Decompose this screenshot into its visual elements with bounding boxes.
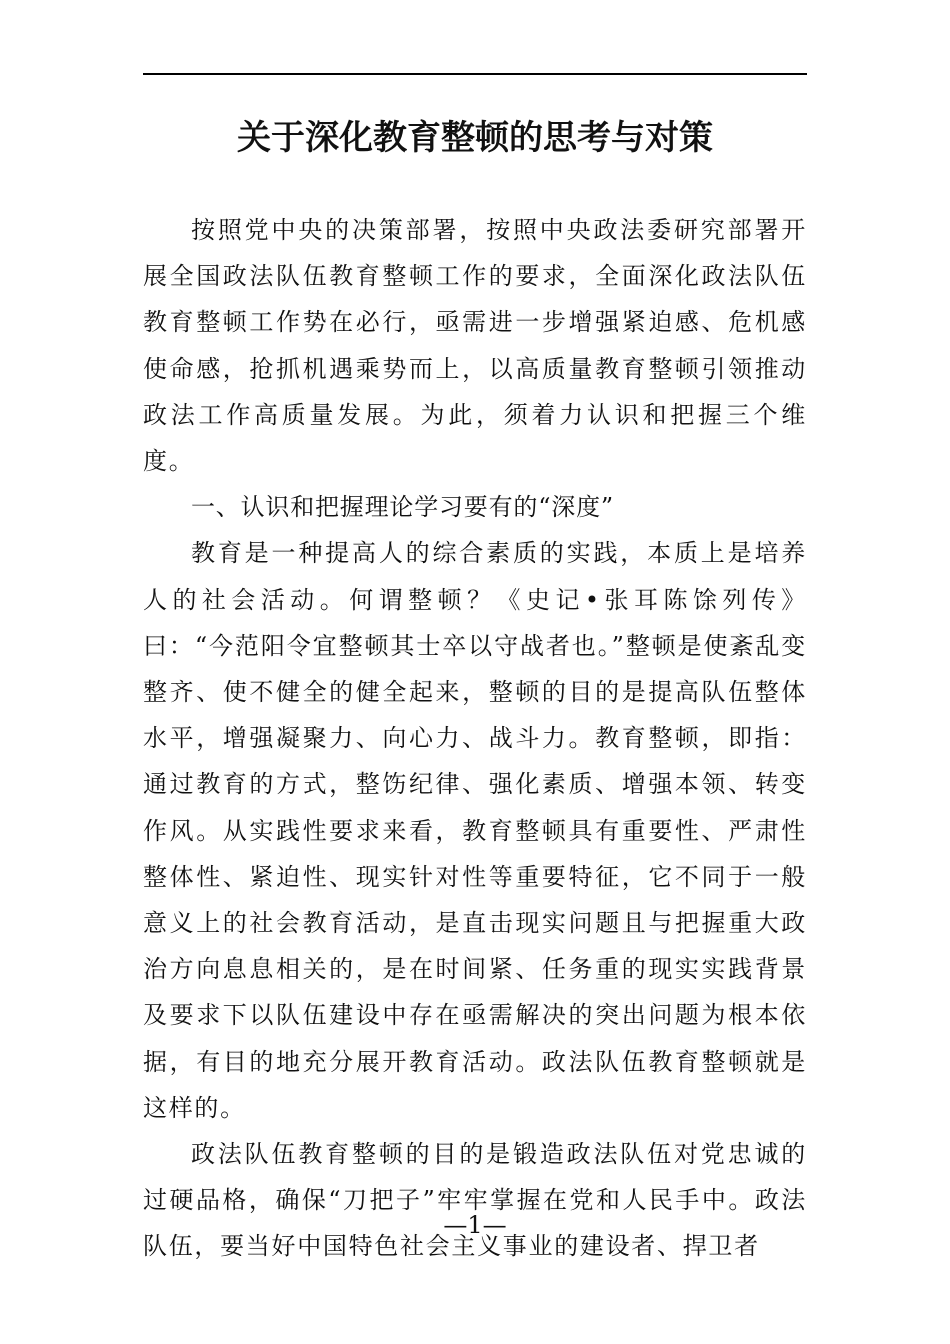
document-body [143, 207, 807, 1270]
section-heading-1: 一、认识和把握理论学习要有的“深度” [191, 493, 614, 522]
body-paragraph-education: 教育是一种提高人的综合素质的实践，本质上是培养人的社会活动。何谓整顿？《史记•张耳陈馀列传》曰：“今范阳令宜整顿其士卒以守战者也。”整顿是使紊乱变整齐、使不健全的健全起来，整顿的目的是提高队伍整体水平，增强凝聚力、向心力、战斗力。教育整顿，即指：通过教育的方式，整饬纪律、强化素质、增强本领、转变作风。从实践性要求来看，教育整顿具有重要性、严肃性整体性、紧迫性、现实针对性等重要特征，它不同于一般意义上的社会教育活动，是直击现实问题且与把握重大政治方向息息相关的，是在时间紧、任务重的现实实践背景及要求下以队伍建设中存在亟需解决的突出问题为根本依据，有目的地充分展开教育活动。政法队伍教育整顿就是这样的。 [143, 539, 807, 1122]
header-rule [143, 73, 807, 75]
page-number: —1— [443, 1211, 507, 1239]
body-paragraph-purpose: 政法队伍教育整顿的目的是锻造政法队伍对党忠诚的过硬品格，确保“刀把子”牢牢掌握在党和人民手中。政法队伍，要当好中国特色社会主义事业的建设者、捍卫者 [143, 1140, 807, 1261]
body-paragraph-intro: 按照党中央的决策部署，按照中央政法委研究部署开展全国政法队伍教育整顿工作的要求，全面深化政法队伍教育整顿工作势在必行，亟需进一步增强紧迫感、危机感使命感，抢抓机遇乘势而上，以高质量教育整顿引领推动政法工作高质量发展。为此，须着力认识和把握三个维度。 [143, 216, 807, 476]
document-title: 关于深化教育整顿的思考与对策 [237, 118, 713, 158]
